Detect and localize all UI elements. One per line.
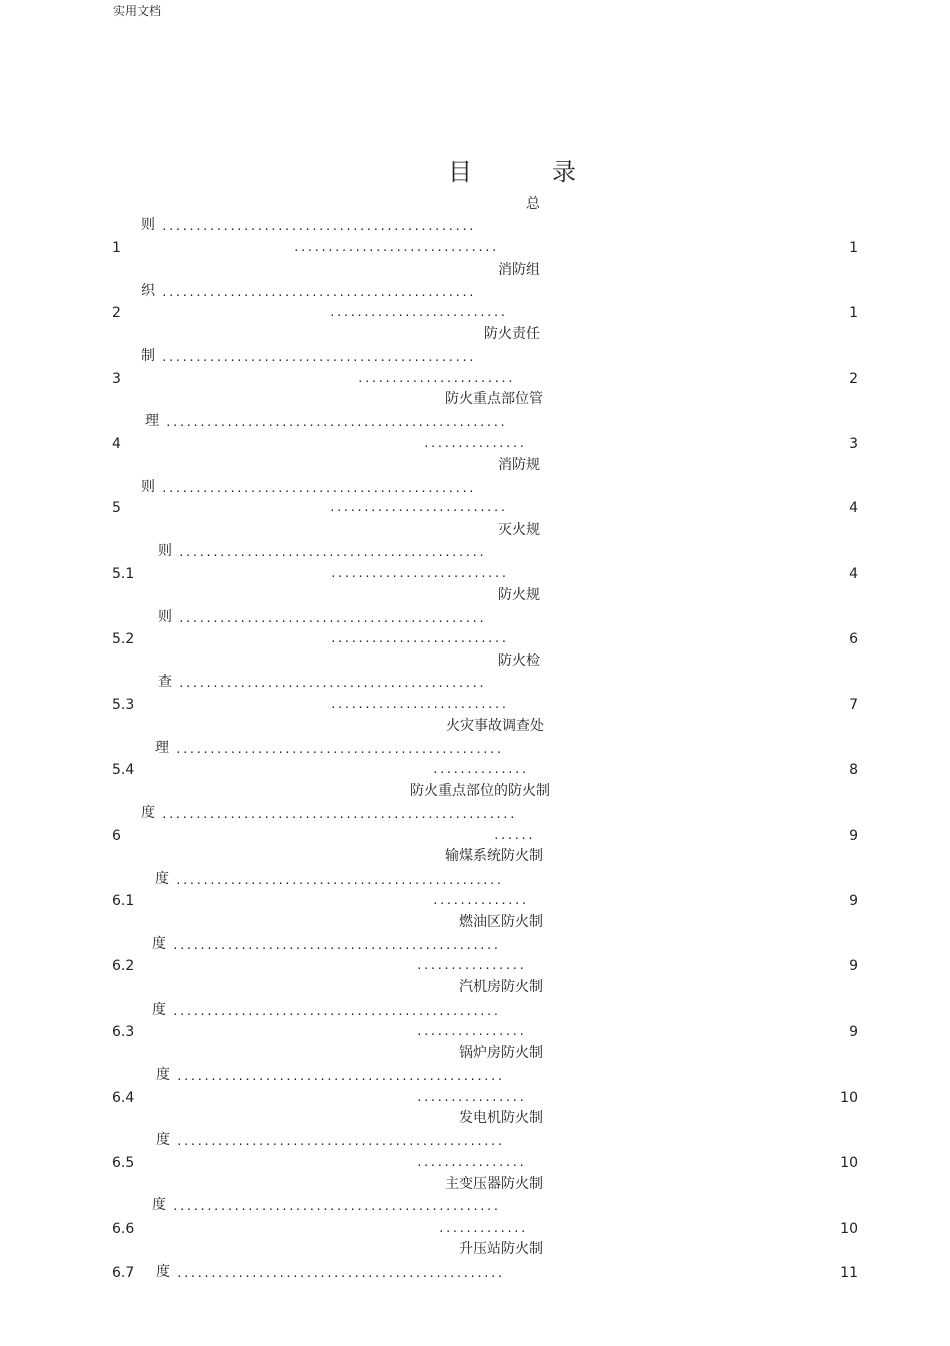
toc-entry-tail: 度 xyxy=(152,1197,166,1213)
toc-entry-heading: 灭火规 xyxy=(498,522,540,538)
toc-entry-heading: 发电机防火制 xyxy=(459,1110,543,1126)
toc-entry-page: 10 xyxy=(840,1221,858,1237)
toc-entry-tail: 则 xyxy=(158,609,172,625)
toc-entry-leader-continued: ................ xyxy=(416,1156,526,1169)
toc-entry-tail: 织 xyxy=(141,283,155,299)
toc-entry-page: 1 xyxy=(849,240,858,256)
toc-entry-heading: 锅炉房防火制 xyxy=(459,1045,543,1061)
toc-entry-leader: .................................................. xyxy=(165,416,507,429)
toc-entry-page: 2 xyxy=(849,371,858,387)
toc-entry-tail: 理 xyxy=(145,413,159,429)
toc-entry-tail: 理 xyxy=(155,740,169,756)
toc-entry-tail: 度 xyxy=(156,1067,170,1083)
toc-entry-number: 6.6 xyxy=(112,1221,135,1237)
toc-entry-tail: 查 xyxy=(158,674,172,690)
toc-title-right: 录 xyxy=(552,158,576,186)
toc-entry-leader: ................................................ xyxy=(175,874,503,887)
toc-entry-leader: .............................................. xyxy=(161,482,475,495)
toc-entry-leader-continued: ................ xyxy=(416,1091,526,1104)
toc-entry-leader-continued: .......................... xyxy=(330,567,508,580)
toc-entry-heading: 总 xyxy=(526,196,540,212)
toc-entry-number: 4 xyxy=(112,436,121,452)
toc-entry-heading: 升压站防火制 xyxy=(459,1241,543,1257)
toc-entry-leader: ................................................ xyxy=(172,1200,500,1213)
toc-entry-number: 6.7 xyxy=(112,1265,135,1281)
toc-entry-tail: 则 xyxy=(141,479,155,495)
toc-entry-heading: 输煤系统防火制 xyxy=(445,848,543,864)
toc-entry-page: 4 xyxy=(849,566,858,582)
toc-entry-number: 3 xyxy=(112,371,121,387)
toc-entry-number: 6.4 xyxy=(112,1090,135,1106)
toc-entry-page: 10 xyxy=(840,1155,858,1171)
toc-entry-page: 9 xyxy=(849,1024,858,1040)
toc-entry-leader: ................................................ xyxy=(172,939,500,952)
toc-entry-page: 8 xyxy=(849,762,858,778)
toc-entry-leader: ............................................. xyxy=(178,677,486,690)
toc-entry-leader-continued: ....................... xyxy=(357,372,514,385)
toc-entry-number: 5.3 xyxy=(112,697,135,713)
toc-entry-page: 10 xyxy=(840,1090,858,1106)
toc-entry-leader-continued: .............. xyxy=(432,763,528,776)
toc-entry-tail: 度 xyxy=(141,805,155,821)
toc-entry-leader-continued: .......................... xyxy=(330,698,508,711)
toc-entry-heading: 防火重点部位的防火制 xyxy=(410,783,550,799)
toc-entry-leader-continued: ................ xyxy=(416,959,526,972)
toc-entry-heading: 消防规 xyxy=(498,457,540,473)
toc-entry-page: 7 xyxy=(849,697,858,713)
toc-entry-page: 4 xyxy=(849,500,858,516)
page-header: 实用文档 xyxy=(113,4,162,18)
toc-entry-leader-continued: ...... xyxy=(493,829,534,842)
toc-entry-leader: ............................................. xyxy=(178,612,486,625)
toc-entry-heading: 燃油区防火制 xyxy=(459,914,543,930)
toc-entry-leader-continued: ............... xyxy=(423,437,526,450)
toc-entry-leader: ............................................. xyxy=(178,546,486,559)
toc-entry-leader: ................................................ xyxy=(176,1135,504,1148)
toc-entry-number: 5.4 xyxy=(112,762,135,778)
toc-entry-leader: ................................................ xyxy=(176,1070,504,1083)
toc-entry-page: 9 xyxy=(849,958,858,974)
toc-entry-leader-continued: .......................... xyxy=(329,501,507,514)
toc-entry-number: 6 xyxy=(112,828,121,844)
toc-entry-tail: 度 xyxy=(156,1264,170,1280)
toc-entry-heading: 防火责任 xyxy=(484,326,540,342)
toc-entry-number: 2 xyxy=(112,305,121,321)
toc-entry-leader-continued: .......................... xyxy=(329,306,507,319)
toc-entry-page: 1 xyxy=(849,305,858,321)
toc-entry-leader-continued: .............................. xyxy=(293,241,498,254)
toc-entry-heading: 防火检 xyxy=(498,653,540,669)
toc-entry-tail: 度 xyxy=(155,871,169,887)
toc-entry-number: 6.1 xyxy=(112,893,135,909)
toc-entry-leader: .............................................. xyxy=(161,286,475,299)
toc-entry-heading: 汽机房防火制 xyxy=(459,979,543,995)
toc-entry-heading: 防火规 xyxy=(498,587,540,603)
toc-entry-page: 9 xyxy=(849,893,858,909)
toc-entry-leader: .............................................. xyxy=(161,220,475,233)
toc-entry-heading: 主变压器防火制 xyxy=(445,1176,543,1192)
toc-entry-tail: 度 xyxy=(156,1132,170,1148)
toc-entry-leader-continued: .............. xyxy=(432,894,528,907)
toc-entry-number: 5.2 xyxy=(112,631,135,647)
toc-title-left: 目 xyxy=(448,158,472,186)
toc-entry-tail: 则 xyxy=(158,543,172,559)
toc-entry-number: 5 xyxy=(112,500,121,516)
toc-entry-tail: 度 xyxy=(152,1002,166,1018)
toc-entry-number: 6.3 xyxy=(112,1024,135,1040)
toc-entry-leader: ................................................ xyxy=(176,1267,504,1280)
toc-entry-leader: .............................................. xyxy=(161,351,475,364)
toc-entry-page: 3 xyxy=(849,436,858,452)
toc-entry-number: 1 xyxy=(112,240,121,256)
toc-entry-tail: 制 xyxy=(141,348,155,364)
toc-entry-heading: 防火重点部位管 xyxy=(445,391,543,407)
toc-entry-leader-continued: .......................... xyxy=(330,632,508,645)
toc-entry-page: 6 xyxy=(849,631,858,647)
toc-entry-heading: 火灾事故调查处 xyxy=(446,718,544,734)
toc-entry-leader-continued: ................ xyxy=(416,1025,526,1038)
toc-entry-tail: 则 xyxy=(141,217,155,233)
toc-entry-leader: .................................................... xyxy=(161,808,516,821)
toc-entry-tail: 度 xyxy=(152,936,166,952)
toc-entry-number: 6.5 xyxy=(112,1155,135,1171)
toc-entry-page: 9 xyxy=(849,828,858,844)
toc-entry-leader: ................................................ xyxy=(172,1005,500,1018)
toc-entry-heading: 消防组 xyxy=(498,262,540,278)
toc-entry-leader-continued: ............. xyxy=(438,1222,527,1235)
toc-entry-number: 6.2 xyxy=(112,958,135,974)
toc-entry-page: 11 xyxy=(840,1265,858,1281)
toc-entry-number: 5.1 xyxy=(112,566,135,582)
toc-entry-leader: ................................................ xyxy=(175,743,503,756)
